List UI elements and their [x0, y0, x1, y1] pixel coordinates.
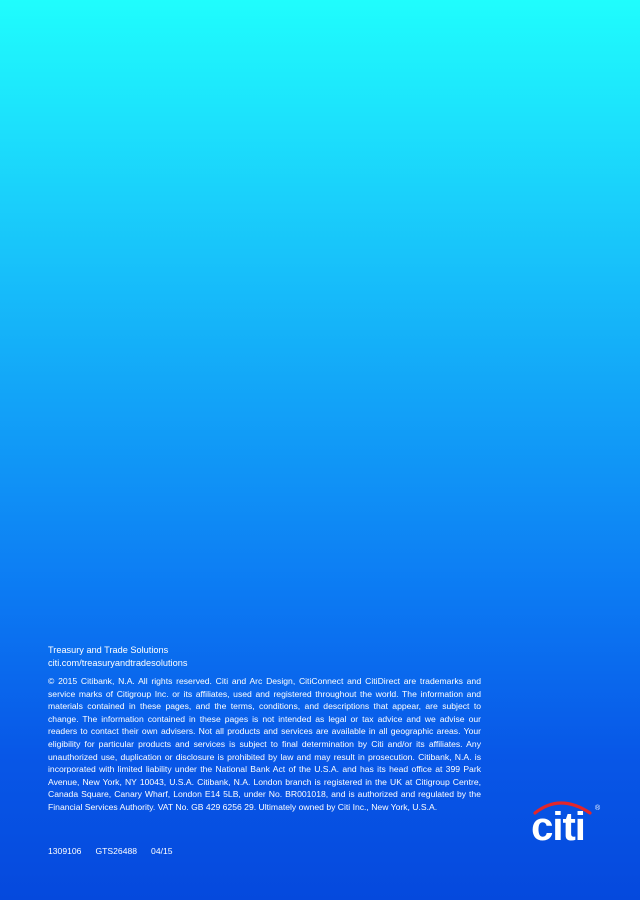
document-code: GTS26488	[95, 846, 138, 856]
citi-logo	[520, 796, 602, 844]
document-code: 1309106	[48, 846, 82, 856]
division-name: Treasury and Trade Solutions	[48, 645, 169, 655]
legal-disclaimer: © 2015 Citibank, N.A. All rights reserved. Citi and Arc Design, CitiConnect and CitiDirect are trademarks and service marks of Citigroup Inc. or its affiliates, used and registered throughout the world. The information and materials contained in these pages, and the terms, conditions, and descriptions that appear, are subject to change. The information contained in these pages is not intended as legal or tax advice and we advise our readers to contact their own advisers. Not all products and services are available in all geographic areas. Your eligibility for particular products and services is subject to final determination by Citi and/or its affiliates. Any unauthorized use, duplication or disclosure is prohibited by law and may result in prosecution. Citibank, N.A. is incorporated with limited liability under the National Bank Act of the U.S.A. and has its head office at 399 Park Avenue, New York, NY 10043, U.S.A. Citibank, N.A. London branch is registered in the UK at Citigroup Centre, Canada Square, Canary Wharf, London E14 5LB, under No. BR001018, and is authorized and regulated by the Financial Services Authority. VAT No. GB 429 6256 29. Ultimately owned by Citi Inc., New York, U.S.A.	[48, 676, 481, 812]
website-url: citi.com/treasuryandtradesolutions	[48, 657, 188, 668]
registered-mark: ®	[595, 805, 601, 812]
document-codes	[48, 845, 173, 857]
document-code: 04/15	[151, 846, 173, 856]
footer-text-block	[48, 644, 481, 814]
citi-logo-wordmark: citi	[531, 805, 585, 844]
